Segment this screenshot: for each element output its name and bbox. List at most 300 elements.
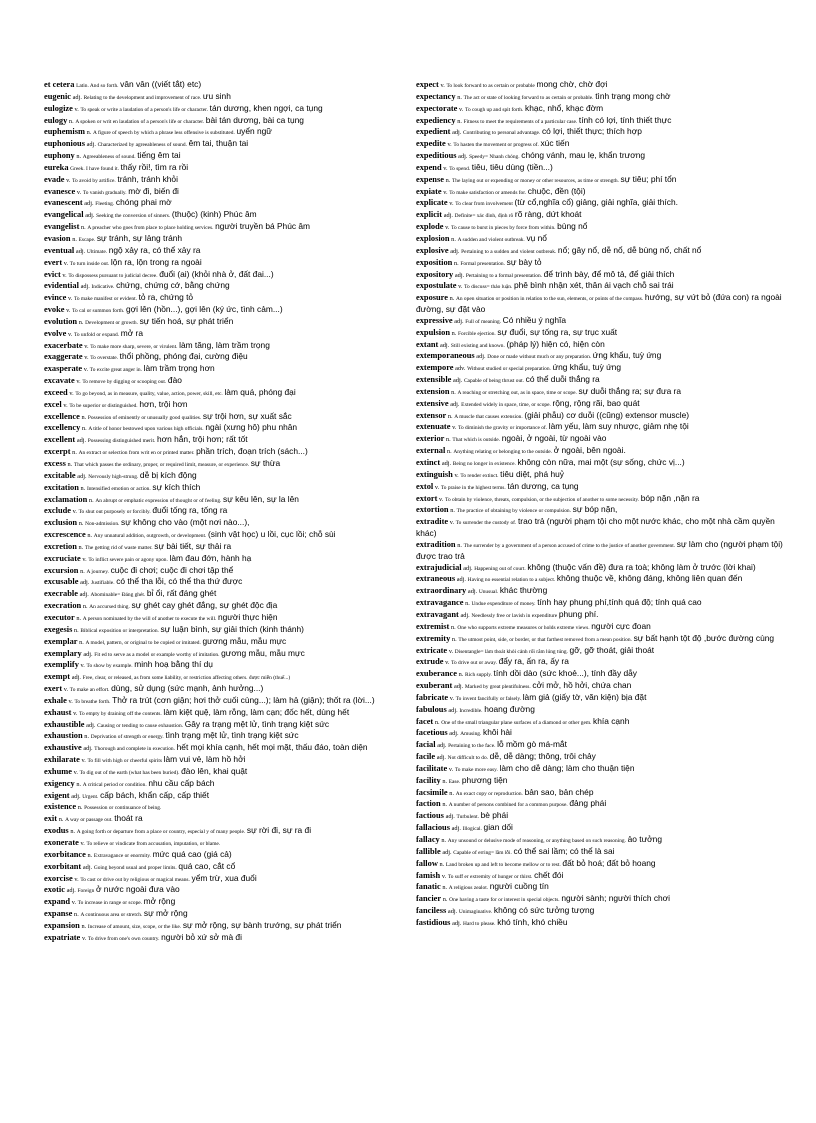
part-of-speech: adj. bbox=[476, 353, 486, 361]
headword: excrescence bbox=[44, 530, 86, 540]
dictionary-entry bbox=[44, 187, 408, 199]
headword: expressive bbox=[416, 315, 453, 325]
vietnamese-translation: người sành; người thích chơi bbox=[561, 894, 671, 904]
english-definition: Non-admission. bbox=[85, 521, 120, 528]
dictionary-entry bbox=[44, 92, 408, 104]
headword: extravagant bbox=[416, 609, 459, 619]
english-definition: Capable of being thrust out. bbox=[463, 378, 524, 385]
dictionary-entry bbox=[416, 80, 788, 92]
part-of-speech: n. bbox=[457, 541, 462, 549]
dictionary-entry bbox=[416, 563, 788, 575]
english-definition: To be superior or distinguished. bbox=[69, 402, 138, 409]
english-definition: An accursed thing. bbox=[89, 604, 130, 611]
vietnamese-translation: ảo tưởng bbox=[627, 835, 662, 844]
headword: extrude bbox=[416, 657, 444, 667]
part-of-speech: n. bbox=[81, 922, 87, 930]
dictionary-entry bbox=[416, 104, 788, 116]
english-definition: An open situation or position in relation to the sun, elements, or points of the compass. bbox=[456, 296, 644, 303]
vietnamese-translation: mở rộng bbox=[143, 897, 176, 907]
headword: exhilarate bbox=[44, 755, 80, 765]
english-definition: An abrupt or emphatic expression of thought or of feeling. bbox=[95, 497, 222, 504]
headword: fancier bbox=[416, 894, 442, 904]
vietnamese-translation: uyển ngữ bbox=[236, 127, 272, 137]
dictionary-entry bbox=[44, 933, 408, 945]
english-definition: Possession or continuance of being. bbox=[84, 805, 162, 812]
vietnamese-translation: đuổi tống ra, tống ra bbox=[152, 506, 228, 516]
part-of-speech: n. bbox=[465, 600, 470, 608]
dictionary-entry bbox=[44, 743, 408, 755]
part-of-speech: n. bbox=[84, 733, 90, 741]
dictionary-entry bbox=[416, 363, 788, 375]
vietnamese-translation: làm giả (giấy tờ, văn kiện) bịa đặt bbox=[522, 692, 647, 702]
dictionary-entry bbox=[416, 776, 788, 788]
headword: exemplify bbox=[44, 660, 79, 670]
vietnamese-translation: người truyền bá Phúc âm bbox=[215, 222, 311, 232]
part-of-speech: v. bbox=[63, 401, 68, 409]
part-of-speech: adj. bbox=[467, 588, 478, 596]
english-definition: To surrender the custody of. bbox=[455, 520, 517, 527]
vietnamese-translation: mức quá cao (giá cả) bbox=[152, 849, 232, 859]
vietnamese-translation: (thuộc) (kinh) Phúc âm bbox=[171, 210, 257, 220]
headword: facility bbox=[416, 775, 441, 785]
vietnamese-translation: lỗ mồm gò má-mắt bbox=[497, 740, 567, 750]
dictionary-entry bbox=[416, 811, 788, 823]
dictionary-entry bbox=[44, 862, 408, 874]
headword: expend bbox=[416, 162, 442, 172]
dictionary-entry bbox=[44, 755, 408, 767]
vietnamese-translation: làm vui vẻ, làm hồ hởi bbox=[163, 755, 246, 765]
vietnamese-translation: thổi phồng, phóng đại, cường điệu bbox=[119, 352, 248, 362]
headword: exacerbate bbox=[44, 340, 83, 350]
part-of-speech: n. bbox=[74, 626, 79, 634]
dictionary-entry bbox=[416, 646, 788, 658]
dictionary-entry bbox=[44, 921, 408, 933]
part-of-speech: v. bbox=[67, 295, 73, 303]
headword: eureka bbox=[44, 162, 69, 172]
vietnamese-translation: gợi lên (hồn...), gợi lên (ký ức, tình cảm...) bbox=[125, 305, 283, 315]
headword: expatriate bbox=[44, 932, 81, 942]
part-of-speech: n. bbox=[451, 635, 457, 643]
headword: exposition bbox=[416, 257, 453, 267]
dictionary-entry bbox=[416, 163, 788, 175]
headword: evasion bbox=[44, 233, 71, 243]
part-of-speech: n. bbox=[442, 884, 448, 892]
headword: extensive bbox=[416, 398, 449, 408]
headword: faction bbox=[416, 799, 441, 809]
headword: extinguish bbox=[416, 469, 453, 479]
part-of-speech: adj. bbox=[456, 576, 467, 584]
english-definition: A muscle that causes extension. bbox=[454, 413, 523, 420]
part-of-speech: n. bbox=[81, 224, 86, 232]
headword: explicit bbox=[416, 210, 443, 220]
vietnamese-translation: đảng phái bbox=[569, 799, 607, 809]
headword: excellent bbox=[44, 435, 76, 445]
headword: extemporaneous bbox=[416, 351, 475, 361]
headword: expand bbox=[44, 897, 71, 907]
headword: executor bbox=[44, 612, 75, 622]
vietnamese-translation: sự bài tiết, sự thải ra bbox=[154, 541, 232, 551]
dictionary-entry bbox=[44, 554, 408, 566]
vietnamese-translation: lộn ra, lộn trong ra ngoài bbox=[110, 257, 202, 267]
english-definition: A going forth or departure from a place or country, especial y of many people. bbox=[76, 829, 246, 836]
headword: expectancy bbox=[416, 91, 456, 101]
part-of-speech: v. bbox=[76, 188, 82, 196]
dictionary-entry bbox=[416, 234, 788, 246]
vietnamese-translation: (từ cổ,nghĩa cổ) giảng, giải nghĩa, giải thích. bbox=[514, 198, 678, 208]
headword: exorbitant bbox=[44, 861, 82, 871]
dictionary-entry bbox=[416, 482, 788, 494]
part-of-speech: n. bbox=[453, 259, 459, 267]
vietnamese-translation: sự không cho vào (một nơi nào...), bbox=[121, 518, 250, 528]
vietnamese-translation: tiếng êm tai bbox=[137, 151, 181, 161]
vietnamese-translation: tỏ ra, chứng tỏ bbox=[138, 293, 194, 303]
vietnamese-translation: không (thuộc vấn đề) đưa ra toà; không làm ở trước (lời khai) bbox=[527, 562, 756, 572]
english-definition: To make an effort. bbox=[69, 687, 110, 694]
vietnamese-translation: tránh, tránh khỏi bbox=[117, 174, 178, 184]
english-definition: Pertaining to a sudden and violent outbreak. bbox=[461, 248, 557, 255]
english-definition: Disentangle= làm thoát khỏi cảnh rối rắm lúng túng. bbox=[454, 648, 568, 655]
dictionary-entry bbox=[416, 657, 788, 669]
english-definition: To cal or summon forth. bbox=[72, 308, 125, 315]
vietnamese-translation: mong chờ, chờ đợi bbox=[536, 80, 608, 89]
vietnamese-translation: bản sao, bản chép bbox=[524, 787, 594, 797]
part-of-speech: adj. bbox=[72, 93, 82, 101]
vietnamese-translation: tán dương, khen ngợi, ca tụng bbox=[209, 103, 323, 113]
vietnamese-translation: sự tiến hoá, sự phát triển bbox=[139, 316, 234, 326]
vietnamese-translation: không thuộc về, không đáng, không liên quan đến bbox=[556, 574, 743, 584]
vietnamese-translation: không có sức tưởng tượng bbox=[493, 906, 595, 916]
headword: exorcise bbox=[44, 873, 73, 883]
english-definition: Justifiable. bbox=[91, 580, 115, 587]
part-of-speech: v. bbox=[445, 224, 450, 232]
english-definition: Nervously high-strung. bbox=[88, 473, 139, 480]
dictionary-entry bbox=[44, 838, 408, 850]
part-of-speech: v. bbox=[84, 342, 89, 350]
vietnamese-translation: sự tránh, sự lảng tránh bbox=[96, 233, 183, 243]
headword: expansion bbox=[44, 920, 80, 930]
vietnamese-translation: có thể tha lỗi, có thể tha thứ được bbox=[116, 577, 243, 587]
part-of-speech: n. bbox=[87, 851, 93, 859]
part-of-speech: n. bbox=[451, 329, 457, 337]
vietnamese-translation: có thể sai lầm; có thể là sai bbox=[513, 846, 615, 856]
english-definition: To cause to burst in pieces by force from within. bbox=[451, 225, 556, 232]
part-of-speech: adj. bbox=[441, 460, 452, 467]
headword: explode bbox=[416, 222, 444, 232]
headword: exigency bbox=[44, 778, 75, 788]
english-definition: A sudden and violent outbreak. bbox=[457, 236, 525, 243]
headword: extradite bbox=[416, 517, 449, 527]
part-of-speech: adj. bbox=[463, 564, 473, 572]
headword: fabricate bbox=[416, 692, 449, 702]
english-definition: Characterized by agreeableness of sound. bbox=[97, 142, 187, 149]
dictionary-entry bbox=[416, 340, 788, 352]
part-of-speech: v. bbox=[73, 709, 78, 717]
dictionary-entry bbox=[44, 198, 408, 210]
english-definition: Forcible ejection. bbox=[458, 330, 496, 337]
dictionary-entry bbox=[44, 258, 408, 270]
part-of-speech: n. bbox=[441, 837, 447, 844]
headword: extensible bbox=[416, 375, 452, 385]
vietnamese-translation: quá cao, cắt cổ bbox=[178, 861, 236, 871]
english-definition: To drive out or away. bbox=[451, 660, 497, 667]
part-of-speech: v. bbox=[458, 283, 463, 291]
dictionary-entry bbox=[44, 151, 408, 163]
vietnamese-translation: minh hoạ bằng thí dụ bbox=[134, 660, 213, 670]
dictionary-entry bbox=[44, 767, 408, 779]
headword: exclude bbox=[44, 506, 71, 516]
dictionary-entry bbox=[44, 802, 408, 814]
dictionary-entry bbox=[44, 364, 408, 376]
headword: facilitate bbox=[416, 763, 448, 773]
vietnamese-translation: thấy rồi!, tìm ra rồi bbox=[120, 162, 189, 172]
vietnamese-translation: dễ bị kích động bbox=[139, 470, 197, 480]
english-definition: Causing or tending to cause exhaustion. bbox=[97, 722, 184, 729]
headword: exceed bbox=[44, 387, 68, 397]
vietnamese-translation: khôi hài bbox=[483, 728, 512, 738]
dictionary-entry bbox=[44, 613, 408, 625]
part-of-speech: n. bbox=[81, 425, 87, 433]
part-of-speech: v. bbox=[74, 105, 79, 113]
dictionary-entry bbox=[44, 518, 408, 530]
dictionary-entry bbox=[416, 634, 788, 646]
part-of-speech: adj. bbox=[445, 813, 455, 821]
vietnamese-translation: làm kiệt quệ, làm rỗng, làm cạn; đốc hết, dùng hết bbox=[163, 707, 350, 717]
part-of-speech: adj. bbox=[437, 742, 447, 750]
dictionary-entry bbox=[416, 835, 788, 847]
vietnamese-translation: chóng vánh, mau lẹ, khẩn trương bbox=[521, 151, 646, 161]
headword: fallible bbox=[416, 846, 441, 856]
part-of-speech: n. bbox=[442, 801, 448, 809]
headword: external bbox=[416, 446, 446, 456]
vietnamese-translation: ở nước ngoài đưa vào bbox=[95, 885, 180, 895]
part-of-speech: adj. bbox=[449, 730, 459, 738]
english-definition: Turbulent. bbox=[456, 814, 479, 821]
dictionary-entry bbox=[416, 918, 788, 930]
english-definition: A critical period or condition. bbox=[82, 781, 147, 788]
dictionary-entry bbox=[44, 329, 408, 341]
part-of-speech: adj. bbox=[452, 129, 462, 137]
part-of-speech: n. bbox=[76, 614, 82, 622]
part-of-speech: n. bbox=[88, 496, 94, 504]
dictionary-entry bbox=[44, 791, 408, 803]
part-of-speech: n. bbox=[74, 911, 79, 919]
english-definition: Relating to the development and improvement of race. bbox=[83, 94, 202, 101]
dictionary-entry bbox=[44, 459, 408, 471]
part-of-speech: n. bbox=[72, 235, 77, 243]
dictionary-entry bbox=[44, 104, 408, 116]
dictionary-entry bbox=[44, 885, 408, 897]
headword: extricate bbox=[416, 645, 448, 655]
vietnamese-translation: để trình bày, để mô tả, để giải thích bbox=[543, 269, 675, 279]
part-of-speech: v. bbox=[71, 899, 77, 907]
english-definition: Agreeableness of sound. bbox=[82, 154, 136, 161]
dictionary-entry bbox=[44, 850, 408, 862]
part-of-speech: v. bbox=[84, 354, 89, 362]
dictionary-entry bbox=[44, 222, 408, 234]
part-of-speech: v. bbox=[63, 259, 69, 267]
headword: extenuate bbox=[416, 422, 451, 432]
headword: extortion bbox=[416, 505, 449, 515]
vietnamese-translation: sự làm cho (người phạm tội) được trao trả bbox=[416, 539, 783, 561]
headword: excellence bbox=[44, 411, 80, 421]
english-definition: To avoid by artifice. bbox=[72, 177, 116, 184]
vietnamese-translation: người cực đoan bbox=[591, 621, 651, 631]
headword: exhaustive bbox=[44, 743, 82, 753]
english-definition: Going beyond usual and proper limits. bbox=[93, 864, 177, 871]
vietnamese-translation: nổ; gây nổ, dễ nổ, dễ bùng nổ, chất nổ bbox=[557, 245, 702, 255]
english-definition: Seeking the conversion of sinners. bbox=[96, 213, 171, 220]
english-definition: To empty by draining off the contents. bbox=[79, 710, 162, 717]
headword: exit bbox=[44, 814, 58, 824]
part-of-speech: n. bbox=[449, 789, 455, 797]
dictionary-entry bbox=[44, 175, 408, 187]
vietnamese-translation: trao trả (người phạm tội cho một nước khác, cho một nhà cầm quyền khác) bbox=[416, 517, 775, 539]
dictionary-entry bbox=[416, 705, 788, 717]
dictionary-entry bbox=[416, 127, 788, 139]
part-of-speech: v. bbox=[447, 141, 452, 149]
part-of-speech: v. bbox=[83, 366, 89, 374]
part-of-speech: adj. bbox=[450, 400, 460, 408]
part-of-speech: n. bbox=[457, 93, 462, 101]
part-of-speech: v. bbox=[454, 471, 459, 479]
headword: expedient bbox=[416, 127, 451, 137]
vietnamese-translation: sự mở rộng, sự bành trướng, sự phát triển bbox=[182, 920, 342, 930]
english-definition: To fill with high or cheerful spirits bbox=[87, 758, 162, 765]
dictionary-entry bbox=[416, 151, 788, 163]
dictionary-entry bbox=[44, 483, 408, 495]
dictionary-entry bbox=[416, 222, 788, 234]
headword: exorbitance bbox=[44, 849, 86, 859]
dictionary-entry bbox=[416, 187, 788, 199]
headword: existence bbox=[44, 802, 77, 812]
vietnamese-translation: làm trầm trọng hơn bbox=[143, 364, 215, 374]
english-definition: To cough up and spit forth. bbox=[465, 106, 524, 113]
headword: expulsion bbox=[416, 327, 450, 337]
vietnamese-translation: cấp bách, khẩn cấp, cấp thiết bbox=[100, 790, 210, 800]
vietnamese-translation: làm tăng, làm trầm trọng bbox=[179, 340, 270, 350]
vietnamese-translation: phung phí. bbox=[558, 609, 599, 619]
part-of-speech: v. bbox=[69, 389, 74, 397]
headword: fallacious bbox=[416, 823, 450, 833]
vietnamese-translation: rộng, rộng rãi, bao quát bbox=[552, 398, 640, 408]
english-definition: One having a taste for or interest in special objects. bbox=[449, 897, 560, 904]
english-definition: The act or state of looking forward to as certain or probable. bbox=[463, 94, 594, 101]
english-definition: Without studied or special preparation. bbox=[467, 366, 551, 373]
vietnamese-translation: hơn, trội hơn bbox=[139, 399, 188, 409]
vietnamese-translation: tình trạng mệt lử, tình trạng kiệt sức bbox=[165, 731, 299, 741]
part-of-speech: adj. bbox=[80, 283, 90, 291]
dictionary-entry bbox=[44, 281, 408, 293]
dictionary-entry bbox=[416, 871, 788, 883]
english-definition: To unfold or expand. bbox=[73, 331, 120, 338]
headword: exotic bbox=[44, 885, 65, 895]
english-definition: Fleeting. bbox=[95, 201, 115, 208]
vietnamese-translation: chứng, chứng cớ, bằng chứng bbox=[116, 281, 230, 291]
vietnamese-translation: đất bỏ hoá; đất bỏ hoang bbox=[562, 858, 656, 868]
dictionary-entry bbox=[44, 566, 408, 578]
headword: eulogize bbox=[44, 103, 73, 113]
headword: extinct bbox=[416, 458, 441, 467]
vietnamese-translation: dễ, dễ dàng; thông, trôi chảy bbox=[489, 752, 596, 762]
part-of-speech: adj. bbox=[80, 579, 90, 587]
vietnamese-translation: ứng khẩu, tuỳ ứng bbox=[552, 363, 622, 373]
english-definition: Incredible. bbox=[459, 707, 483, 714]
english-definition: To make satisfaction or amends for. bbox=[449, 189, 527, 196]
dictionary-entry bbox=[416, 328, 788, 340]
part-of-speech: n. bbox=[81, 413, 87, 421]
dictionary-entry bbox=[416, 246, 788, 258]
english-definition: A reaching or stretching out, as in space, time or scope. bbox=[457, 389, 577, 396]
english-definition: Escape. bbox=[78, 236, 96, 243]
vietnamese-translation: rõ ràng, dứt khoát bbox=[514, 210, 582, 220]
vietnamese-translation: ưu sinh bbox=[202, 91, 231, 101]
headword: fastidious bbox=[416, 917, 451, 927]
english-definition: An exact copy or reproduction. bbox=[455, 790, 523, 797]
dictionary-entry bbox=[44, 293, 408, 305]
headword: excel bbox=[44, 399, 62, 409]
english-definition: One of the small triangular plane surfaces of a diamond or other gem. bbox=[441, 719, 592, 726]
headword: expense bbox=[416, 174, 444, 184]
headword: extremist bbox=[416, 621, 450, 631]
headword: extremity bbox=[416, 633, 451, 643]
headword: euphonious bbox=[44, 139, 85, 149]
part-of-speech: adj. bbox=[453, 683, 464, 691]
part-of-speech: n. bbox=[442, 896, 448, 904]
dictionary-entry bbox=[416, 387, 788, 399]
headword: execration bbox=[44, 601, 82, 611]
part-of-speech: n. bbox=[68, 117, 74, 125]
dictionary-entry bbox=[416, 693, 788, 705]
part-of-speech: v. bbox=[62, 271, 67, 279]
part-of-speech: adj. bbox=[453, 377, 463, 385]
english-definition: Latin. And so forth. bbox=[76, 83, 119, 89]
part-of-speech: n. bbox=[450, 507, 455, 515]
part-of-speech: v. bbox=[448, 765, 454, 773]
vietnamese-translation: mờ đi, biến đi bbox=[128, 186, 179, 196]
english-definition: To render extinct. bbox=[460, 472, 499, 479]
part-of-speech: n. bbox=[451, 388, 456, 396]
part-of-speech: adj. bbox=[75, 247, 86, 255]
dictionary-entry bbox=[44, 341, 408, 353]
dictionary-entry bbox=[44, 435, 408, 447]
dictionary-entry bbox=[416, 586, 788, 598]
dictionary-entry bbox=[44, 127, 408, 139]
vietnamese-translation: ngộ xảy ra, có thể xảy ra bbox=[108, 245, 201, 255]
headword: fallow bbox=[416, 858, 438, 868]
part-of-speech: adj. bbox=[443, 212, 453, 220]
english-definition: Possessing distinguished merit. bbox=[87, 438, 156, 445]
dictionary-entry bbox=[44, 495, 408, 507]
dictionary-entry bbox=[44, 423, 408, 435]
english-definition: To turn inside out. bbox=[69, 260, 110, 267]
part-of-speech: n. bbox=[77, 804, 83, 812]
part-of-speech: v. bbox=[67, 330, 73, 338]
english-definition: Intensified emotion or action. bbox=[86, 485, 151, 492]
vietnamese-translation: sự mở rộng bbox=[143, 909, 188, 919]
english-definition: That which passes the ordinary, proper, or required limit, measure, or experience. bbox=[73, 462, 250, 468]
part-of-speech: n. bbox=[439, 860, 445, 868]
vietnamese-translation: gỡ, gỡ thoát, giải thoát bbox=[569, 645, 655, 655]
headword: exhale bbox=[44, 695, 67, 705]
part-of-speech: adj. bbox=[448, 706, 458, 714]
headword: excretion bbox=[44, 541, 77, 551]
part-of-speech: v. bbox=[68, 697, 73, 705]
part-of-speech: v. bbox=[443, 164, 448, 172]
vietnamese-translation: sự tiêu; phí tổn bbox=[620, 174, 677, 184]
dictionary-entry bbox=[416, 375, 788, 387]
headword: exodus bbox=[44, 826, 69, 836]
part-of-speech: v. bbox=[82, 555, 87, 563]
